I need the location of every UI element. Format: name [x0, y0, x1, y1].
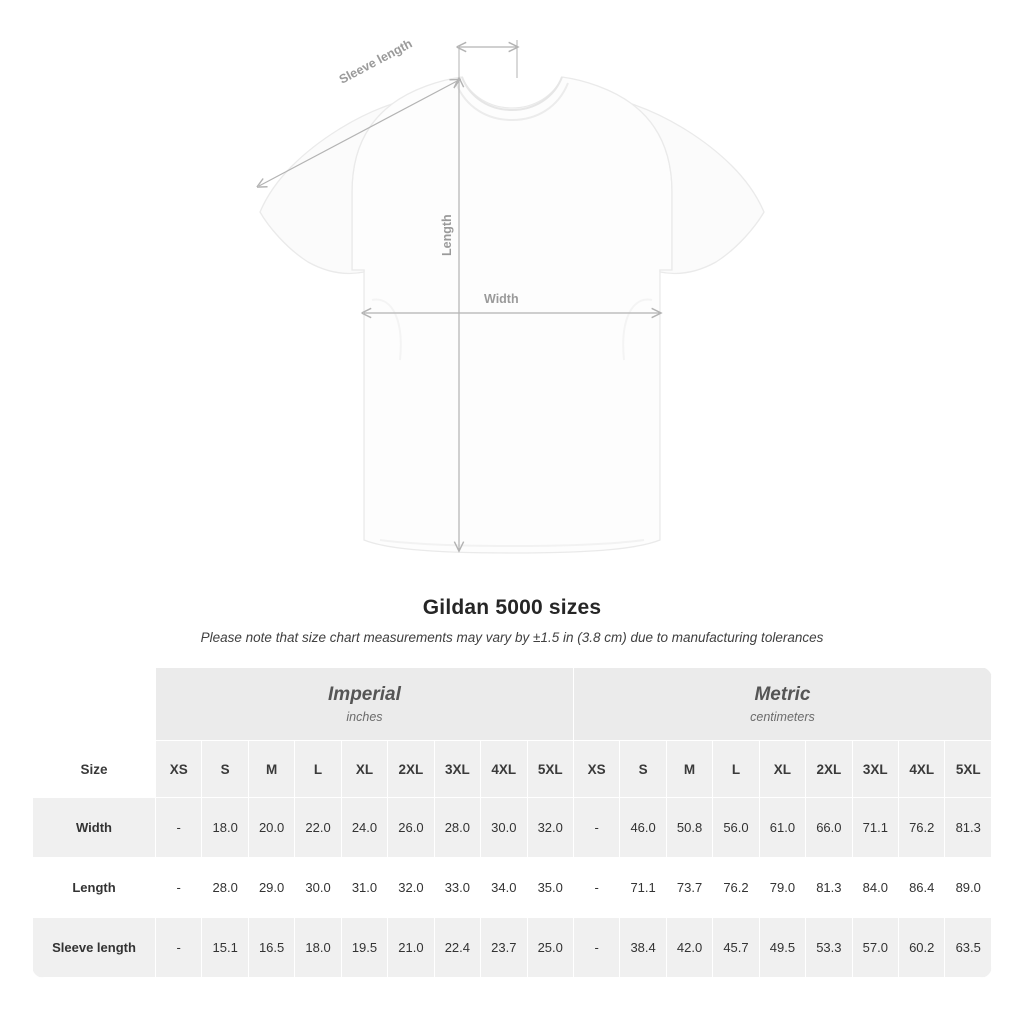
table-row: [33, 918, 992, 978]
cell-width-metric-2xl: 66.0: [806, 798, 852, 858]
unit-header-metric: [573, 668, 991, 741]
cell-width-imperial-m: 20.0: [248, 798, 294, 858]
cell-sleeve-metric-5xl: 63.5: [945, 918, 992, 978]
cell-length-metric-4xl: 86.4: [899, 858, 945, 918]
cell-width-imperial-xl: 24.0: [341, 798, 387, 858]
cell-sleeve-imperial-xs: -: [156, 918, 202, 978]
cell-width-imperial-l: 22.0: [295, 798, 341, 858]
cell-width-imperial-xs: -: [156, 798, 202, 858]
col-head-imperial-4xl: 4XL: [481, 741, 527, 798]
cell-length-imperial-l: 30.0: [295, 858, 341, 918]
col-head-imperial-m: M: [248, 741, 294, 798]
cell-sleeve-imperial-3xl: 22.4: [434, 918, 480, 978]
cell-width-imperial-2xl: 26.0: [388, 798, 434, 858]
cell-width-metric-xs: -: [573, 798, 619, 858]
cell-width-metric-5xl: 81.3: [945, 798, 992, 858]
unit-header-row: [33, 668, 992, 741]
cell-sleeve-metric-3xl: 57.0: [852, 918, 898, 978]
cell-length-metric-s: 71.1: [620, 858, 666, 918]
table-row: [33, 858, 992, 918]
cell-length-imperial-xl: 31.0: [341, 858, 387, 918]
sleeve-length-label: Sleeve length: [336, 36, 415, 87]
cell-sleeve-metric-m: 42.0: [666, 918, 712, 978]
size-table-wrapper: [32, 667, 992, 978]
cell-length-imperial-4xl: 34.0: [481, 858, 527, 918]
size-header-row: [33, 741, 992, 798]
col-head-imperial-5xl: 5XL: [527, 741, 573, 798]
cell-width-metric-l: 56.0: [713, 798, 759, 858]
cell-sleeve-imperial-l: 18.0: [295, 918, 341, 978]
size-table: [32, 667, 992, 978]
cell-width-metric-xl: 61.0: [759, 798, 805, 858]
col-head-metric-l: L: [713, 741, 759, 798]
cell-length-imperial-m: 29.0: [248, 858, 294, 918]
cell-length-metric-m: 73.7: [666, 858, 712, 918]
cell-sleeve-imperial-5xl: 25.0: [527, 918, 573, 978]
cell-sleeve-metric-2xl: 53.3: [806, 918, 852, 978]
cell-sleeve-imperial-m: 16.5: [248, 918, 294, 978]
col-head-imperial-2xl: 2XL: [388, 741, 434, 798]
col-head-metric-m: M: [666, 741, 712, 798]
cell-width-imperial-5xl: 32.0: [527, 798, 573, 858]
row-label-length: Length: [33, 858, 156, 918]
cell-length-metric-xs: -: [573, 858, 619, 918]
chart-title: Gildan 5000 sizes: [422, 596, 602, 619]
col-head-metric-5xl: 5XL: [945, 741, 992, 798]
col-head-metric-4xl: 4XL: [899, 741, 945, 798]
cell-sleeve-imperial-xl: 19.5: [341, 918, 387, 978]
chart-note: Please note that size chart measurements may vary by ±1.5 in (3.8 cm) due to manufacturing tolerances: [200, 630, 824, 645]
cell-length-metric-5xl: 89.0: [945, 858, 992, 918]
cell-length-metric-xl: 79.0: [759, 858, 805, 918]
cell-sleeve-metric-s: 38.4: [620, 918, 666, 978]
col-head-metric-xl: XL: [759, 741, 805, 798]
col-head-metric-2xl: 2XL: [806, 741, 852, 798]
col-head-imperial-xl: XL: [341, 741, 387, 798]
cell-sleeve-metric-l: 45.7: [713, 918, 759, 978]
cell-sleeve-imperial-2xl: 21.0: [388, 918, 434, 978]
cell-sleeve-metric-4xl: 60.2: [899, 918, 945, 978]
unit-sub-imperial: inches: [346, 710, 383, 724]
tshirt-shape: [260, 77, 764, 553]
cell-width-metric-s: 46.0: [620, 798, 666, 858]
cell-length-imperial-s: 28.0: [202, 858, 248, 918]
cell-width-metric-m: 50.8: [666, 798, 712, 858]
col-head-metric-xs: XS: [573, 741, 619, 798]
cell-length-imperial-2xl: 32.0: [388, 858, 434, 918]
width-label: Width: [484, 292, 519, 306]
cell-width-metric-3xl: 71.1: [852, 798, 898, 858]
cell-length-imperial-xs: -: [156, 858, 202, 918]
cell-length-metric-l: 76.2: [713, 858, 759, 918]
row-label-sleeve-length: Sleeve length: [33, 918, 156, 978]
cell-width-imperial-4xl: 30.0: [481, 798, 527, 858]
col-head-imperial-xs: XS: [156, 741, 202, 798]
cell-length-metric-3xl: 84.0: [852, 858, 898, 918]
cell-width-imperial-3xl: 28.0: [434, 798, 480, 858]
unit-header-imperial: [156, 668, 574, 741]
size-header-label: Size: [33, 741, 156, 798]
unit-name-imperial: Imperial: [328, 684, 401, 705]
col-head-imperial-l: L: [295, 741, 341, 798]
unit-name-metric: Metric: [754, 684, 811, 705]
cell-width-metric-4xl: 76.2: [899, 798, 945, 858]
table-corner-cell: [33, 668, 156, 741]
col-head-imperial-s: S: [202, 741, 248, 798]
cell-sleeve-metric-xs: -: [573, 918, 619, 978]
row-label-width: Width: [33, 798, 156, 858]
cell-length-metric-2xl: 81.3: [806, 858, 852, 918]
title-block: [0, 596, 1024, 645]
cell-width-imperial-s: 18.0: [202, 798, 248, 858]
table-row: [33, 798, 992, 858]
col-head-imperial-3xl: 3XL: [434, 741, 480, 798]
cell-sleeve-metric-xl: 49.5: [759, 918, 805, 978]
cell-sleeve-imperial-s: 15.1: [202, 918, 248, 978]
cell-length-imperial-3xl: 33.0: [434, 858, 480, 918]
unit-sub-metric: centimeters: [750, 710, 815, 724]
col-head-metric-3xl: 3XL: [852, 741, 898, 798]
length-label: Length: [440, 214, 454, 256]
cell-length-imperial-5xl: 35.0: [527, 858, 573, 918]
col-head-metric-s: S: [620, 741, 666, 798]
cell-sleeve-imperial-4xl: 23.7: [481, 918, 527, 978]
